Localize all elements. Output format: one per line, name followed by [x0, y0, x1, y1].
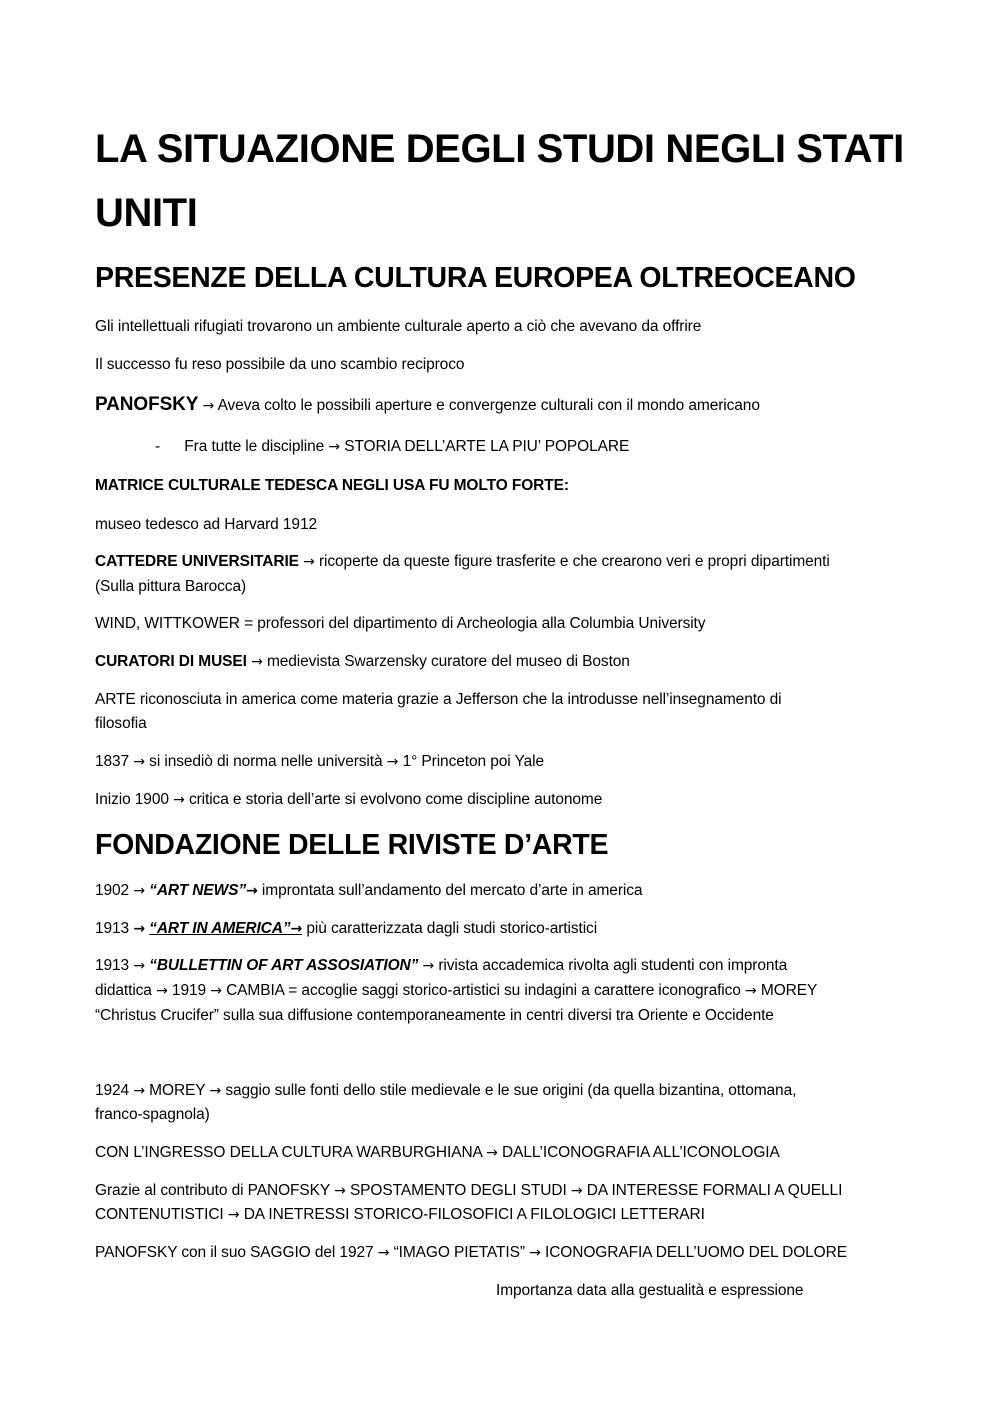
arrow-icon: → — [202, 398, 215, 414]
text: più caratterizzata dagli studi storico-artistici — [306, 920, 598, 937]
bullet-text-a: Fra tutte le discipline — [184, 438, 325, 455]
arrow-icon: → — [290, 921, 303, 937]
paragraph: (Sulla pittura Barocca) — [95, 578, 247, 595]
paragraph-grazie-line-2 — [95, 1202, 915, 1228]
curatori-label: CURATORI DI MUSEI — [95, 653, 247, 670]
cattedre-text: ricoperte da queste figure trasferite e che crearono veri e propri dipartimenti — [318, 553, 830, 570]
text: critica e storia dell’arte si evolvono come discipline autonome — [188, 791, 603, 808]
paragraph-inizio — [95, 787, 915, 813]
rivista-art-news — [95, 878, 915, 904]
arrow-icon: → — [386, 754, 399, 770]
year: 1919 — [171, 982, 207, 999]
arrow-icon: → — [133, 754, 145, 770]
text: DA INTERESSE FORMALI A QUELLI — [586, 1182, 843, 1199]
text: “IMAGO PIETATIS” — [393, 1244, 525, 1261]
text: Grazie al contributo di PANOFSKY — [95, 1182, 330, 1199]
arrow-icon: → — [377, 1245, 390, 1261]
arrow-icon: → — [745, 983, 757, 999]
arrow-icon: → — [334, 1183, 346, 1199]
year: 1913 — [95, 920, 130, 937]
curatori-line — [95, 649, 915, 675]
text: 1° Princeton poi Yale — [402, 753, 544, 770]
rivista-name — [149, 920, 302, 937]
paragraph-importanza: Importanza data alla gestualità e espressione — [496, 1282, 804, 1299]
text: rivista accademica rivolta agli studenti con impronta — [438, 957, 788, 974]
arrow-icon: → — [486, 1145, 498, 1161]
paragraph-1924 — [95, 1078, 915, 1104]
year: 1913 — [95, 957, 130, 974]
text: CONTENUTISTICI — [95, 1206, 224, 1223]
paragraph: “Christus Crucifer” sulla sua diffusione contemporaneamente in centri diversi tra Oriente e Occidente — [95, 1007, 774, 1024]
paragraph: WIND, WITTKOWER = professori del dipartimento di Archeologia alla Columbia University — [95, 615, 706, 632]
arrow-icon: → — [246, 883, 258, 899]
cattedre-label: CATTEDRE UNIVERSITARIE — [95, 553, 299, 570]
panofsky-text: Aveva colto le possibili aperture e convergenze culturali con il mondo americano — [217, 397, 760, 414]
paragraph-grazie — [95, 1178, 915, 1204]
text: CAMBIA = accoglie saggi storico-artistici su indagini a carattere iconografico — [226, 982, 741, 999]
section-heading-presenze: PRESENZE DELLA CULTURA EUROPEA OLTREOCEANO — [95, 262, 856, 294]
arrow-icon: → — [328, 439, 340, 455]
paragraph-ingresso — [95, 1140, 915, 1166]
text: MOREY — [760, 982, 818, 999]
year: 1924 — [95, 1082, 130, 1099]
arrow-icon: → — [133, 1083, 145, 1099]
arrow-icon: → — [173, 792, 185, 808]
arrow-icon: → — [133, 958, 145, 974]
arrow-icon: → — [529, 1245, 541, 1261]
rivista-name: “ART NEWS” — [149, 882, 247, 899]
arrow-icon: → — [133, 921, 145, 937]
rivista-bullettin — [95, 953, 915, 979]
paragraph: franco-spagnola) — [95, 1106, 210, 1123]
text: saggio sulle fonti dello stile medievale e le sue origini (da quella bizantina, ottomana, — [225, 1082, 797, 1099]
text: improntata sull’andamento del mercato d’arte in america — [261, 882, 643, 899]
paragraph: museo tedesco ad Harvard 1912 — [95, 516, 317, 533]
page-title-line-1: LA SITUAZIONE DEGLI STUDI NEGLI STATI — [95, 127, 904, 171]
year: 1837 — [95, 753, 130, 770]
curatori-text: medievista Swarzensky curatore del museo di Boston — [266, 653, 630, 670]
panofsky-line — [95, 392, 915, 419]
arrow-icon: → — [227, 1207, 240, 1223]
text: si insediò di norma nelle università — [149, 753, 383, 770]
text: Inizio 1900 — [95, 791, 169, 808]
rivista-art-in-america — [95, 916, 915, 942]
year: 1902 — [95, 882, 130, 899]
arrow-icon: → — [210, 983, 222, 999]
arrow-icon: → — [209, 1083, 222, 1099]
page-title-line-2: UNITI — [95, 191, 198, 235]
arrow-icon: → — [156, 983, 168, 999]
text: ICONOGRAFIA DELL’UOMO DEL DOLORE — [544, 1244, 847, 1261]
paragraph: Il successo fu reso possibile da uno scambio reciproco — [95, 356, 465, 373]
panofsky-label: PANOFSKY — [95, 394, 199, 415]
bullet-marker: - — [155, 438, 161, 455]
text: didattica — [95, 982, 152, 999]
section-heading-riviste: FONDAZIONE DELLE RIVISTE D’ARTE — [95, 829, 609, 861]
arrow-icon: → — [570, 1183, 583, 1199]
paragraph-1837 — [95, 749, 915, 775]
rivista-bullettin-line-2 — [95, 978, 915, 1004]
arrow-icon: → — [303, 554, 315, 570]
paragraph: filosofia — [95, 715, 147, 732]
paragraph-saggio — [95, 1240, 915, 1266]
text: DA INETRESSI STORICO-FILOSOFICI A FILOLOGICI LETTERARI — [243, 1206, 705, 1223]
arrow-icon: → — [133, 883, 145, 899]
paragraph: Gli intellettuali rifugiati trovarono un ambiente culturale aperto a ciò che avevano da offrire — [95, 318, 702, 335]
text: DALL’ICONOGRAFIA ALL’ICONOLOGIA — [502, 1144, 780, 1161]
paragraph: ARTE riconosciuta in america come materia grazie a Jefferson che la introdusse nell’insegnamento di — [95, 691, 782, 708]
text: MOREY — [149, 1082, 206, 1099]
text: SPOSTAMENTO DEGLI STUDI — [349, 1182, 567, 1199]
matrice-heading: MATRICE CULTURALE TEDESCA NEGLI USA FU MOLTO FORTE: — [95, 477, 569, 494]
text: CON L’INGRESSO DELLA CULTURA WARBURGHIANA — [95, 1144, 482, 1161]
bullet-item — [155, 434, 975, 460]
cattedre-line — [95, 549, 915, 575]
text: PANOFSKY con il suo SAGGIO del 1927 — [95, 1244, 374, 1261]
rivista-name-text: “ART IN AMERICA” — [149, 920, 291, 937]
arrow-icon: → — [422, 958, 435, 974]
bullet-text-b: STORIA DELL’ARTE LA PIU’ POPOLARE — [344, 438, 630, 455]
arrow-icon: → — [251, 654, 263, 670]
rivista-name: “BULLETTIN OF ART ASSOSIATION” — [149, 957, 419, 974]
